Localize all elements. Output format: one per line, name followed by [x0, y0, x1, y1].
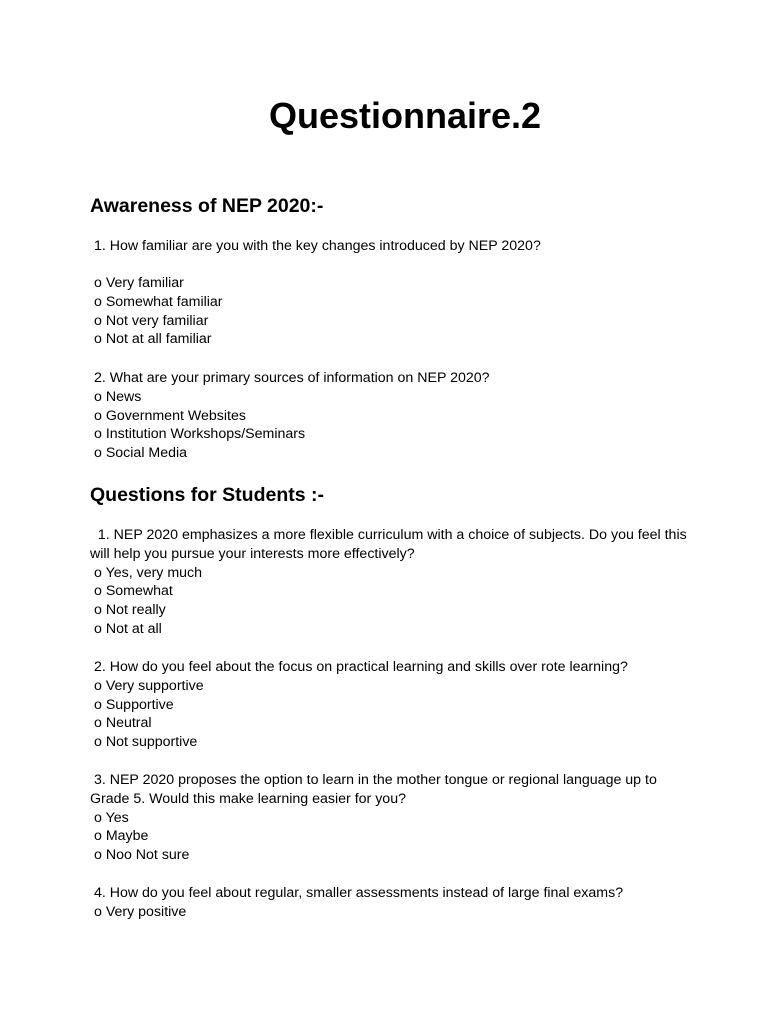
question-students-4	[90, 884, 690, 922]
option-item: o Institution Workshops/Seminars	[94, 426, 306, 443]
section-heading-students: Questions for Students :-	[90, 484, 324, 506]
option-item: o Very positive	[94, 903, 187, 920]
question-text: will help you pursue your interests more effectively?	[90, 545, 415, 562]
option-item: o Social Media	[94, 445, 188, 462]
option-item: o Very supportive	[94, 677, 204, 694]
question-text: 2. How do you feel about the focus on practical learning and skills over rote learning?	[90, 659, 628, 675]
option-item: o Government Websites	[94, 407, 246, 424]
question-students-3	[90, 771, 690, 865]
option-item: o Not really	[94, 602, 166, 619]
option-item: o Somewhat	[94, 583, 173, 600]
option-item: o Neutral	[94, 715, 152, 732]
question-awareness-2	[90, 369, 690, 463]
option-item: o Not at all familiar	[94, 331, 212, 348]
question-text: 3. NEP 2020 proposes the option to learn in the mother tongue or regional language up to	[90, 772, 657, 788]
option-item: o Maybe	[94, 828, 149, 845]
question-text: 2. What are your primary sources of information on NEP 2020?	[90, 370, 490, 386]
option-item: o Not very familiar	[94, 312, 209, 329]
option-item: o Supportive	[94, 696, 174, 713]
options-awareness-1	[90, 274, 690, 349]
question-text: Grade 5. Would this make learning easier for you?	[90, 790, 406, 807]
option-item: o Very familiar	[94, 275, 184, 291]
option-item: o Not supportive	[94, 734, 198, 751]
question-students-1	[90, 526, 690, 639]
question-students-2	[90, 658, 690, 752]
option-item: o Not at all	[94, 620, 162, 637]
option-item: o Noo Not sure	[94, 847, 190, 864]
option-item: o Yes	[94, 809, 129, 826]
option-item: o Somewhat familiar	[94, 293, 223, 310]
question-text: 4. How do you feel about regular, smaller assessments instead of large final exams?	[90, 885, 624, 901]
question-awareness-1	[90, 237, 690, 256]
section-heading-awareness: Awareness of NEP 2020:-	[90, 195, 324, 217]
option-item: o News	[94, 388, 142, 405]
option-item: o Yes, very much	[94, 564, 203, 581]
page-title: Questionnaire.2	[268, 95, 542, 136]
question-text: 1. How familiar are you with the key changes introduced by NEP 2020?	[90, 238, 541, 254]
question-text: 1. NEP 2020 emphasizes a more flexible curriculum with a choice of subjects. Do you feel this	[90, 527, 687, 543]
